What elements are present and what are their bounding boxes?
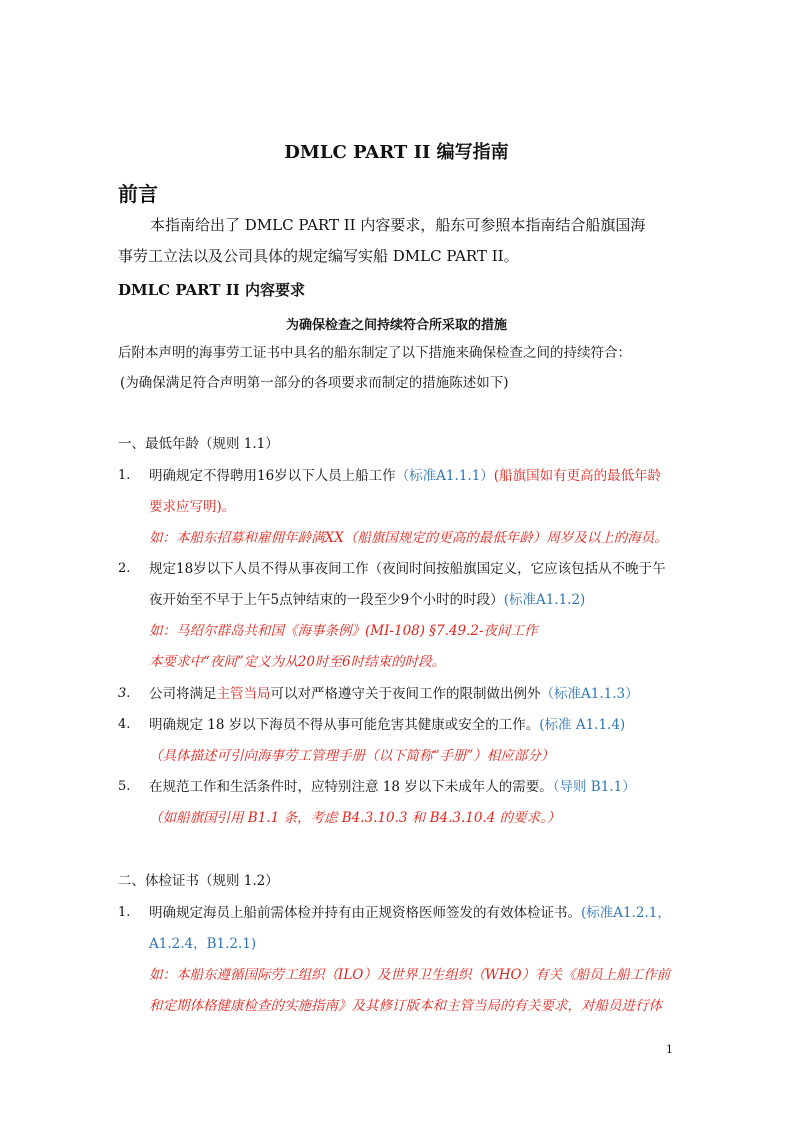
- section1-item1-note1: (船旗国如有更高的最低年龄: [493, 468, 662, 484]
- section1-item5-text: 在规范工作和生活条件时，应特别注意 18 岁以下未成年人的需要。: [149, 779, 553, 795]
- section1-item2-ref: (标准A1.1.2): [503, 592, 586, 608]
- section2-item1-example1: 如：本船东遵循国际劳工组织（ILO）及世界卫生组织（WHO）有关《船员上船工作前: [149, 967, 671, 983]
- section1-item1-line1: [149, 465, 661, 487]
- section1-item4-note: （具体描述可引向海事劳工管理手册（以下简称“手册”）相应部分）: [149, 748, 555, 764]
- section1-item3-text-b: 可以对严格遵守关于夜间工作的限制做出例外: [270, 686, 541, 702]
- section1-item2-line1: 规定18岁以下人员不得从事夜间工作（夜间时间按船旗国定义，它应该包括从不晚于午: [149, 561, 666, 577]
- section1-item5-note: （如船旗国引用 B1.1 条，考虑 B4.3.10.3 和 B4.3.10.4 的要求。）: [149, 810, 561, 826]
- section2-item1-text: 明确规定海员上船前需体检并持有由正规资格医师签发的有效体检证书。: [149, 905, 581, 921]
- section2-item1-number: 1.: [118, 905, 131, 920]
- section1-item3-number: 3.: [118, 686, 131, 701]
- section1-item1-text: 明确规定不得聘用16岁以下人员上船工作: [149, 468, 396, 484]
- section2-heading: 二、体检证书（规则 1.2）: [118, 873, 279, 889]
- section2-item1-example2: 和定期体格健康检查的实施指南》及其修订版本和主管当局的有关要求，对船员进行体: [149, 998, 662, 1014]
- section1-item3-line: [149, 683, 639, 705]
- section2-item1-line1: [149, 902, 671, 924]
- section1-item4-ref: (标准 A1.1.4): [539, 717, 626, 733]
- section1-item2-example2: 本要求中“夜间”定义为从20时至6时结束的时段。: [149, 654, 446, 670]
- section1-item3-ref: （标准A1.1.3）: [540, 686, 639, 702]
- intro-line-2: (为确保满足符合声明第一部分的各项要求而制定的措施陈述如下): [120, 375, 509, 391]
- section2-item1-ref2: A1.2.4，B1.2.1): [149, 936, 257, 952]
- preface-line-2: 事劳工立法以及公司具体的规定编写实船 DMLC PART II。: [118, 247, 519, 265]
- section1-item4-text: 明确规定 18 岁以下海员不得从事可能危害其健康或安全的工作。: [149, 717, 540, 733]
- section1-item5-line: [149, 776, 636, 798]
- preface-line-1: 本指南给出了 DMLC PART II 内容要求，船东可参照本指南结合船旗国海: [150, 216, 646, 234]
- section1-item5-ref: （导则 B1.1）: [552, 779, 636, 795]
- section1-item2-number: 2.: [118, 561, 131, 576]
- section1-item1-note2: 要求应写明)。: [149, 499, 236, 515]
- section1-item2-text: 夜开始至不早于上午5点钟结束的一段至少9个小时的时段）: [149, 592, 504, 608]
- section1-item5-number: 5.: [118, 779, 131, 794]
- section1-item3-text-a: 公司将满足: [149, 686, 217, 702]
- section1-item1-example: 如：本船东招募和雇佣年龄满XX（船旗国规定的更高的最低年龄）周岁及以上的海员。: [149, 530, 668, 546]
- preface-heading: 前言: [118, 182, 158, 206]
- section1-item1-ref: （标准A1.1.1）: [395, 468, 494, 484]
- intro-line-1: 后附本声明的海事劳工证书中具名的船东制定了以下措施来确保检查之间的持续符合：: [118, 345, 631, 361]
- document-title: DMLC PART II 编写指南: [284, 142, 509, 163]
- content-heading: DMLC PART II 内容要求: [118, 281, 305, 299]
- section1-item2-line2: [149, 589, 585, 611]
- measures-title: 为确保检查之间持续符合所采取的措施: [285, 318, 507, 333]
- section1-item3-authority: 主管当局: [216, 686, 271, 702]
- section1-item1-number: 1.: [118, 468, 131, 483]
- section2-item1-ref1: (标准A1.2.1，: [581, 905, 671, 921]
- section1-item4-line: [149, 714, 625, 736]
- section1-item2-example1: 如：马绍尔群岛共和国《海事条例》(MI-108) §7.49.2-夜间工作: [149, 623, 538, 639]
- page-number: 1: [666, 1043, 673, 1056]
- section1-item4-number: 4.: [118, 717, 131, 732]
- section1-heading: 一、最低年龄（规则 1.1）: [118, 436, 279, 452]
